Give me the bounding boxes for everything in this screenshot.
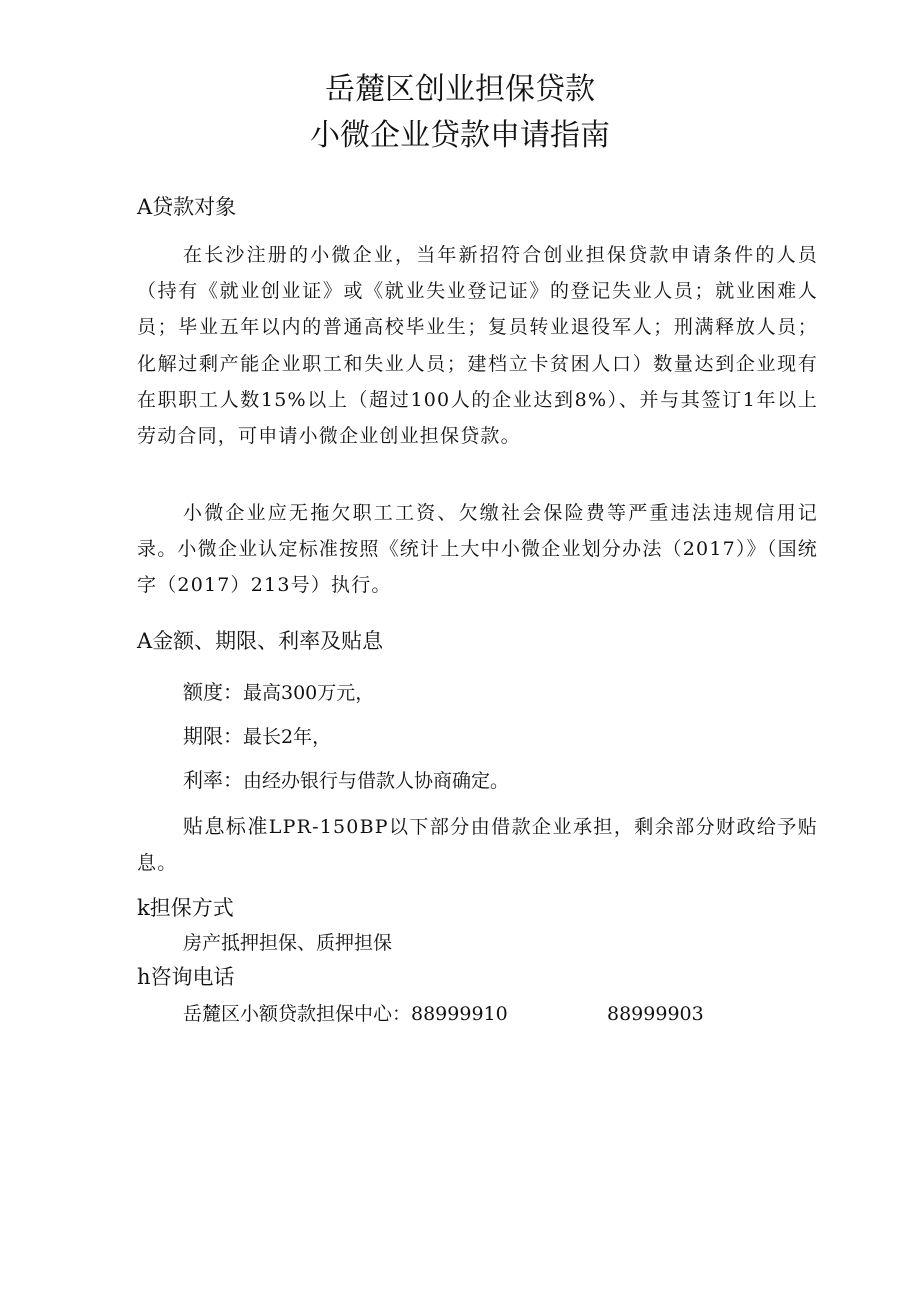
subsidy-paragraph [137,808,818,881]
subsidy-value: LPR-150BP以下部分由借款企业承担，剩余部分财政给予贴息。 [137,816,819,875]
amount-limit-label: 额度： [183,680,243,704]
amount-limit-value: 最高300万元， [243,682,375,704]
document-title-line1: 岳麓区创业担保贷款 [325,72,595,107]
paragraph-loan-target-credit: 小微企业应无拖欠职工工资、欠缴社会保险费等严重违法违规信用记录。小微企业认定标准按照《统计上大中小微企业划分办法（2017）》（国统字（2017）213号）执行。 [137,502,818,597]
section-heading-loan-target: A贷款对象 [137,195,237,219]
section-heading-guarantee: k担保方式 [137,896,234,920]
term-row [183,722,331,751]
subsidy-label: 贴息标准 [183,814,269,838]
document-title-line2: 小微企业贷款申请指南 [310,118,610,153]
contact-phone2: 88999903 [607,1003,704,1025]
paragraph-loan-target-eligibility: 在长沙注册的小微企业，当年新招符合创业担保贷款申请条件的人员（持有《就业创业证》或《就业失业登记证》的登记失业人员；就业困难人员；毕业五年以内的普通高校毕业生；复员转业退役军人；刑满释放人员；化解过剩产能企业职工和失业人员；建档立卡贫困人口）数量达到企业现有在职职工人数15%以上（超过100人的企业达到8%）、并与其签订1年以上劳动合同，可申请小微企业创业担保贷款。 [137,244,818,448]
section-heading-contact: h咨询电话 [137,965,235,989]
amount-limit-row [183,678,374,707]
rate-label: 利率： [183,768,243,792]
contact-center-phone1: 岳麓区小额贷款担保中心：88999910 [183,1003,508,1025]
contact-phone-row [183,1000,704,1028]
section-heading-amount-term-rate: A金额、期限、利率及贴息 [137,629,384,653]
term-label: 期限： [183,724,243,748]
guarantee-methods: 房产抵押担保、质押担保 [183,932,393,954]
rate-value: 由经办银行与借款人协商确定。 [243,770,510,792]
rate-row [183,766,509,795]
term-value: 最长2年， [243,726,332,748]
